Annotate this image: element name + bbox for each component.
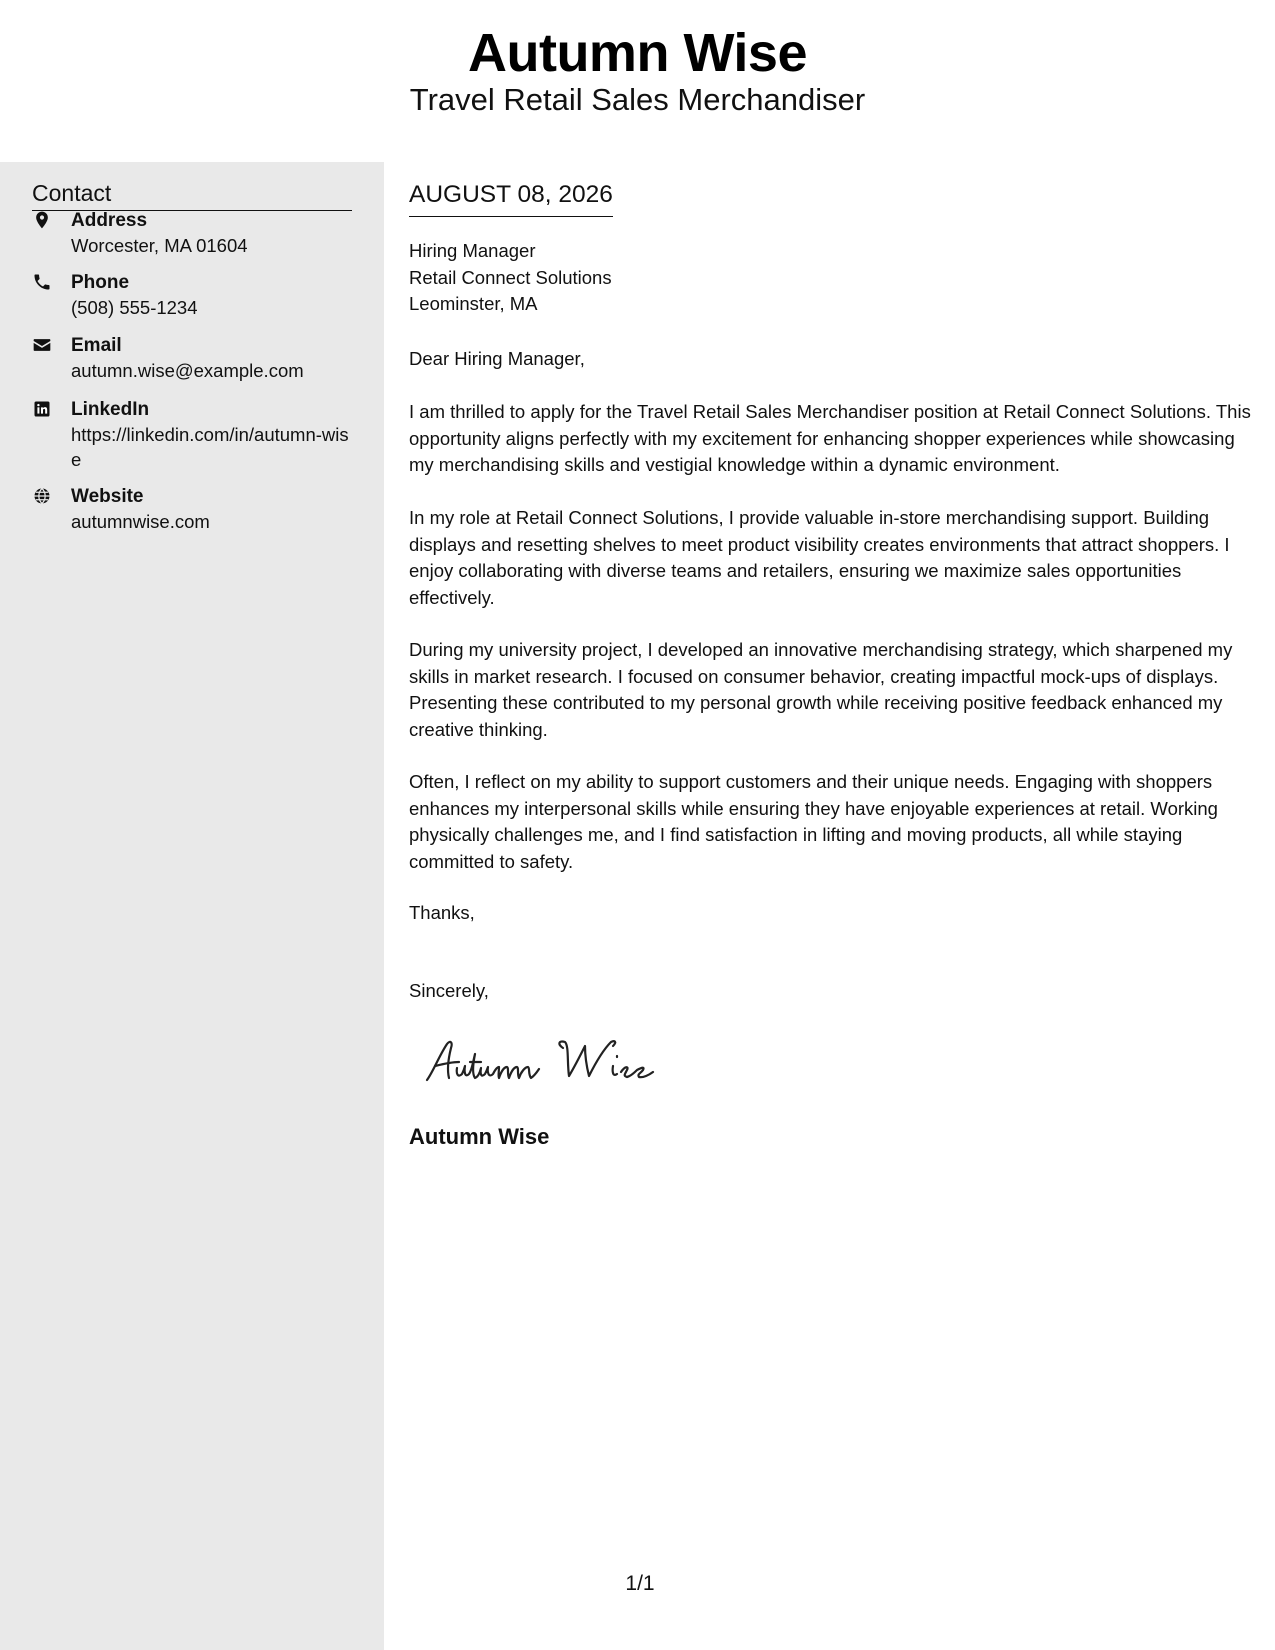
contact-value: autumn.wise@example.com bbox=[71, 360, 304, 381]
contact-label: LinkedIn bbox=[71, 399, 150, 420]
handwritten-signature bbox=[423, 1032, 673, 1092]
contact-value[interactable]: autumnwise.com bbox=[71, 511, 210, 532]
globe-icon bbox=[32, 486, 54, 508]
letter-paragraph: Often, I reflect on my ability to support customers and their unique needs. Engaging with shoppers enhances my interpersonal skills while ensuring they have enjoyable experiences at retail. Working physically challenges me, and I find satisfaction in lifting and moving products, all while staying committed to safety. bbox=[409, 771, 1218, 872]
letter-paragraph: During my university project, I developed an innovative merchandising strategy, which sharpened my skills in market research. I focused on consumer behavior, creating impactful mock-ups of displays. Presenting these contributed to my personal growth while receiving positive feedback enhanced my creative thinking. bbox=[409, 639, 1233, 740]
page-number: 1/1 bbox=[625, 1572, 655, 1595]
envelope-icon bbox=[32, 335, 54, 357]
linkedin-icon bbox=[32, 399, 54, 421]
closing-sincerely: Sincerely, bbox=[409, 980, 489, 1001]
letter-paragraph: I am thrilled to apply for the Travel Retail Sales Merchandiser position at Retail Connect Solutions. This opportunity aligns perfectly with my excitement for enhancing shopper experiences while showcasing my merchandising skills and vestigial knowledge within a dynamic environment. bbox=[409, 401, 1251, 475]
applicant-job-title: Travel Retail Sales Merchandiser bbox=[409, 82, 866, 117]
contact-heading: Contact bbox=[32, 178, 352, 211]
recipient-line: Retail Connect Solutions bbox=[409, 266, 612, 288]
map-pin-icon bbox=[32, 210, 54, 232]
contact-label: Email bbox=[71, 335, 122, 356]
contact-label: Address bbox=[71, 210, 148, 231]
recipient-block bbox=[409, 238, 612, 318]
letter-date: AUGUST 08, 2026 bbox=[409, 179, 613, 217]
applicant-name: Autumn Wise bbox=[467, 23, 807, 83]
contact-value: (508) 555-1234 bbox=[71, 297, 198, 318]
recipient-line: Hiring Manager bbox=[409, 240, 536, 261]
contact-label: Phone bbox=[71, 272, 130, 293]
signoff-name: Autumn Wise bbox=[409, 1124, 550, 1149]
recipient-line: Leominster, MA bbox=[409, 293, 538, 314]
contact-sidebar bbox=[0, 162, 384, 1650]
letter-paragraph: In my role at Retail Connect Solutions, I provide valuable in-store merchandising support. Building displays and resetting shelves to meet product visibility creates environments that attract shoppers. I enjoy collaborating with diverse teams and retailers, ensuring we maximize sales opportunities effectively. bbox=[409, 507, 1230, 608]
contact-value: Worcester, MA 01604 bbox=[71, 235, 248, 256]
phone-icon bbox=[32, 272, 54, 294]
contact-label: Website bbox=[71, 486, 144, 507]
letter-header bbox=[0, 0, 1275, 162]
salutation: Dear Hiring Manager, bbox=[409, 348, 585, 369]
closing-thanks: Thanks, bbox=[409, 902, 475, 923]
contact-value[interactable]: https://linkedin.com/in/autumn-wise bbox=[71, 424, 349, 470]
